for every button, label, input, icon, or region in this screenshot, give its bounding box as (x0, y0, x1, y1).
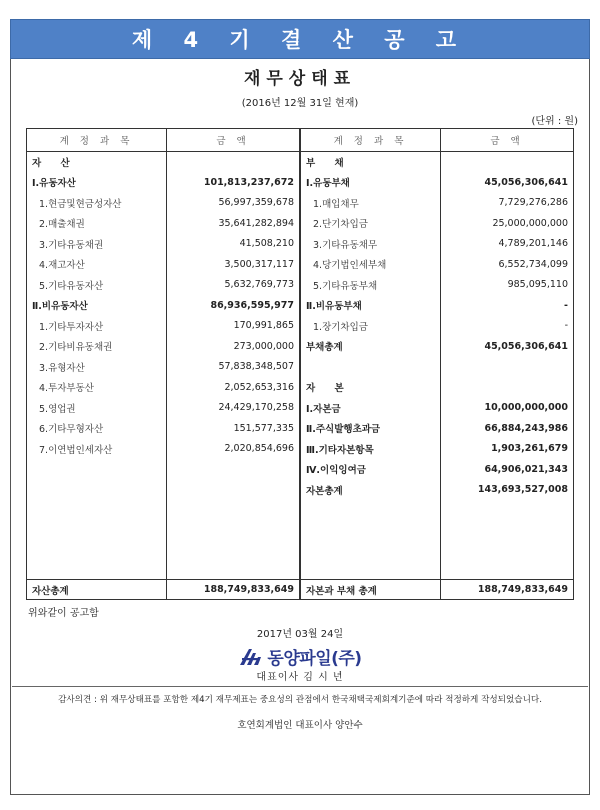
amount-cell: 6,552,734,099 (498, 258, 568, 270)
assets-table (26, 128, 300, 600)
account-cell: 2.기타비유동채권 (27, 336, 167, 357)
total-amount: 188,749,833,649 (167, 580, 300, 600)
account-header: 계 정 과 목 (27, 129, 167, 152)
amount-cell: 273,000,000 (233, 340, 294, 352)
amount-cell: 86,936,595,977 (210, 299, 294, 311)
spacer-cell (27, 459, 167, 580)
liabilities-equity-table (300, 128, 574, 600)
amount-cell: 2,020,854,696 (224, 443, 294, 455)
account-cell: 1.장기차입금 (301, 316, 441, 337)
table-row (301, 377, 574, 398)
table-row (27, 234, 300, 255)
spacer-row (301, 500, 574, 580)
table-row (301, 357, 574, 378)
amount-header: 금 액 (441, 129, 574, 152)
table-row (301, 336, 574, 357)
amount-cell: 57,838,348,507 (218, 361, 294, 373)
table-row (27, 418, 300, 439)
spacer-cell (167, 459, 300, 580)
account-cell: Ⅱ.비유동자산 (27, 295, 167, 316)
table-row (301, 480, 574, 501)
table-row (301, 275, 574, 296)
table-row (27, 275, 300, 296)
total-amount: 188,749,833,649 (441, 580, 574, 600)
account-cell: 부채총계 (301, 336, 441, 357)
doc-title: 재무상태표 (243, 69, 357, 89)
table-row (27, 213, 300, 234)
account-header: 계 정 과 목 (301, 129, 441, 152)
assets-header-row (27, 129, 300, 152)
total-row (301, 580, 574, 600)
account-cell: 4.당기법인세부채 (301, 254, 441, 275)
account-cell: 2.단기차입금 (301, 213, 441, 234)
account-cell: 3.기타유동채권 (27, 234, 167, 255)
liabilities-header-row (301, 129, 574, 152)
account-cell: 5.기타유동자산 (27, 275, 167, 296)
account-cell: Ⅳ.이익잉여금 (301, 459, 441, 480)
table-row (27, 254, 300, 275)
account-cell: 2.매출채권 (27, 213, 167, 234)
spacer-cell (301, 500, 441, 580)
table-row (27, 398, 300, 419)
account-cell: 4.투자부동산 (27, 377, 167, 398)
notice-banner: 제 4 기 결 산 공 고 (10, 19, 590, 59)
table-row (301, 398, 574, 419)
amount-cell: - (564, 320, 568, 332)
account-cell: 3.유형자산 (27, 357, 167, 378)
table-row (27, 377, 300, 398)
publication-date: 2017년 03월 24일 (256, 629, 344, 640)
account-cell (301, 357, 441, 378)
amount-cell: 66,884,243,986 (484, 422, 568, 434)
divider (12, 686, 588, 687)
auditor-name: 호연회계법인 대표이사 양안수 (237, 720, 363, 731)
amount-cell (441, 357, 574, 378)
audit-opinion: 감사의견 : 위 재무상태표를 포함한 제4기 재무제표는 중요성의 관점에서 한국채택국제회계기준에 따라 적정하게 작성되었습니다. (58, 695, 542, 705)
table-row (301, 459, 574, 480)
amount-cell: 985,095,110 (507, 279, 568, 291)
table-row (301, 418, 574, 439)
account-cell: 1.현금및현금성자산 (27, 193, 167, 214)
table-row (27, 316, 300, 337)
table-row (301, 213, 574, 234)
table-row (301, 193, 574, 214)
amount-cell: 41,508,210 (239, 238, 294, 250)
table-row (301, 439, 574, 460)
amount-cell: 24,429,170,258 (218, 402, 294, 414)
amount-cell: 143,693,527,008 (477, 484, 568, 496)
amount-cell: 3,500,317,117 (224, 258, 294, 270)
account-cell: 부 채 (301, 152, 441, 173)
table-row (27, 336, 300, 357)
table-row (27, 172, 300, 193)
account-cell: 7.이연법인세자산 (27, 439, 167, 460)
company-logo (0, 644, 600, 671)
account-cell: 3.기타유동채무 (301, 234, 441, 255)
total-label: 자본과 부채 총계 (301, 580, 441, 600)
amount-cell: 35,641,282,894 (218, 217, 294, 229)
account-cell: Ⅰ.유동부채 (301, 172, 441, 193)
amount-cell (441, 377, 574, 398)
table-row (301, 152, 574, 173)
account-cell: 자 본 (301, 377, 441, 398)
amount-cell: 56,997,359,678 (218, 197, 294, 209)
account-cell: 자 산 (27, 152, 167, 173)
amount-cell: 151,577,335 (233, 422, 294, 434)
account-cell: 4.재고자산 (27, 254, 167, 275)
account-cell: Ⅰ.자본금 (301, 398, 441, 419)
amount-cell: 7,729,276,286 (498, 197, 568, 209)
ceo-name: 대표이사 김 시 년 (256, 672, 344, 683)
amount-cell: 10,000,000,000 (484, 402, 568, 414)
table-row (301, 254, 574, 275)
account-cell: 자본총계 (301, 480, 441, 501)
company-name: 동양파일(주) (267, 649, 362, 669)
account-cell: Ⅱ.주식발행초과금 (301, 418, 441, 439)
spacer-row (27, 459, 300, 580)
spacer-cell (441, 500, 574, 580)
table-row (301, 316, 574, 337)
table-row (27, 152, 300, 173)
amount-cell: 45,056,306,641 (484, 176, 568, 188)
total-label: 자산총계 (27, 580, 167, 600)
company-mark-icon (238, 647, 264, 667)
account-cell: 5.영업권 (27, 398, 167, 419)
amount-cell: 64,906,021,343 (484, 463, 568, 475)
account-cell: Ⅰ.유동자산 (27, 172, 167, 193)
table-row (27, 357, 300, 378)
amount-cell: 170,991,865 (233, 320, 294, 332)
table-row (301, 172, 574, 193)
amount-cell: 25,000,000,000 (492, 217, 568, 229)
account-cell: 6.기타무형자산 (27, 418, 167, 439)
account-cell: Ⅲ.기타자본항목 (301, 439, 441, 460)
account-cell: 5.기타유동부채 (301, 275, 441, 296)
table-row (27, 295, 300, 316)
account-cell: 1.기타투자자산 (27, 316, 167, 337)
amount-cell: 45,056,306,641 (484, 340, 568, 352)
account-cell: Ⅱ.비유동부채 (301, 295, 441, 316)
amount-cell: 2,052,653,316 (224, 381, 294, 393)
amount-cell (441, 152, 574, 173)
notice-text: 위와같이 공고함 (28, 608, 99, 619)
amount-cell: - (564, 299, 568, 311)
amount-cell: 1,903,261,679 (491, 443, 568, 455)
amount-cell: 4,789,201,146 (498, 238, 568, 250)
amount-cell: 101,813,237,672 (203, 176, 294, 188)
unit-label: (단위 : 원) (531, 116, 578, 127)
table-row (27, 439, 300, 460)
account-cell: 1.매입채무 (301, 193, 441, 214)
total-row (27, 580, 300, 600)
amount-cell (167, 152, 300, 173)
table-row (301, 234, 574, 255)
as-of-date: (2016년 12월 31일 현재) (241, 98, 359, 109)
amount-cell: 5,632,769,773 (224, 279, 294, 291)
table-row (301, 295, 574, 316)
amount-header: 금 액 (167, 129, 300, 152)
table-row (27, 193, 300, 214)
